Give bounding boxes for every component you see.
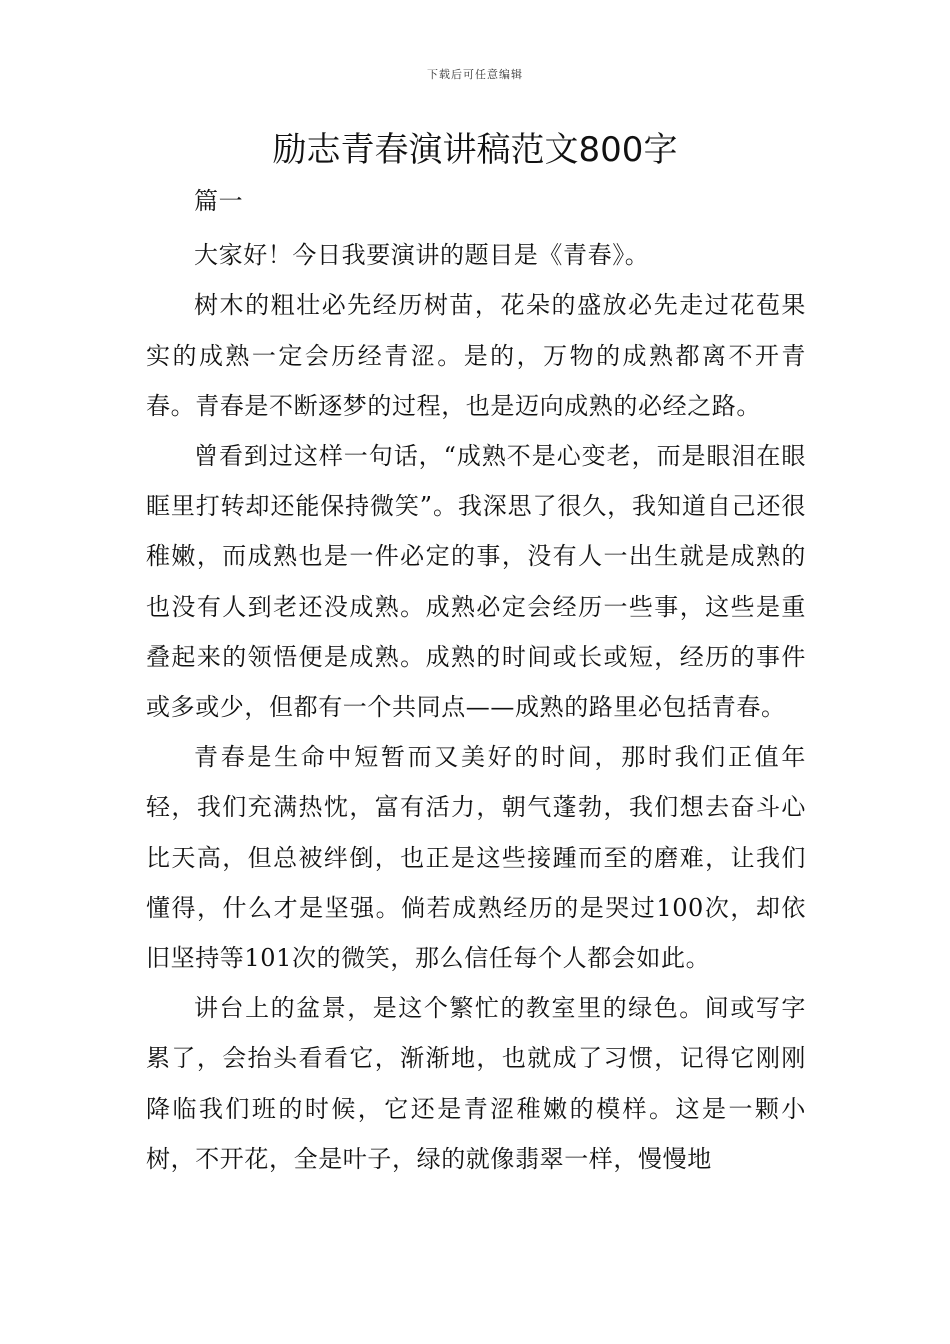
paragraph-greeting: 大家好！今日我要演讲的题目是《青春》。	[194, 241, 650, 270]
paragraph-bonsai: 讲台上的盆景，是这个繁忙的教室里的绿色。间或写字累了，会抬头看看它，渐渐地，也就成了习惯，记得它刚刚降临我们班的时候，它还是青涩稚嫩的模样。这是一颗小树，不开花，全是叶子，绿的就像翡翠一样，慢慢地	[146, 994, 806, 1173]
paragraph-youth: 青春是生命中短暂而又美好的时间，那时我们正值年轻，我们充满热忱，富有活力，朝气蓬勃，我们想去奋斗心比天高，但总被绊倒，也正是这些接踵而至的磨难，让我们懂得，什么才是坚强。倘若成熟经历的是哭过100次，却依旧坚持等101次的微笑，那么信任每个人都会如此。	[146, 743, 806, 973]
paragraph-maturity: 曾看到过这样一句话，“成熟不是心变老，而是眼泪在眼眶里打转却还能保持微笑”。我深思了很久，我知道自己还很稚嫩，而成熟也是一件必定的事，没有人一出生就是成熟的也没有人到老还没成熟。成熟必定会经历一些事，这些是重叠起来的领悟便是成熟。成熟的时间或长或短，经历的事件或多或少，但都有一个共同点——成熟的路里必包括青春。	[146, 442, 806, 722]
section-label: 篇一	[194, 187, 244, 215]
document-title: 励志青春演讲稿范文800字	[272, 130, 678, 170]
header-note: 下载后可任意编辑	[427, 68, 523, 81]
paragraph-growth: 树木的粗壮必先经历树苗，花朵的盛放必先走过花苞果实的成熟一定会历经青涩。是的，万物的成熟都离不开青春。青春是不断逐梦的过程，也是迈向成熟的必经之路。	[146, 291, 806, 420]
document-body	[146, 176, 806, 1184]
